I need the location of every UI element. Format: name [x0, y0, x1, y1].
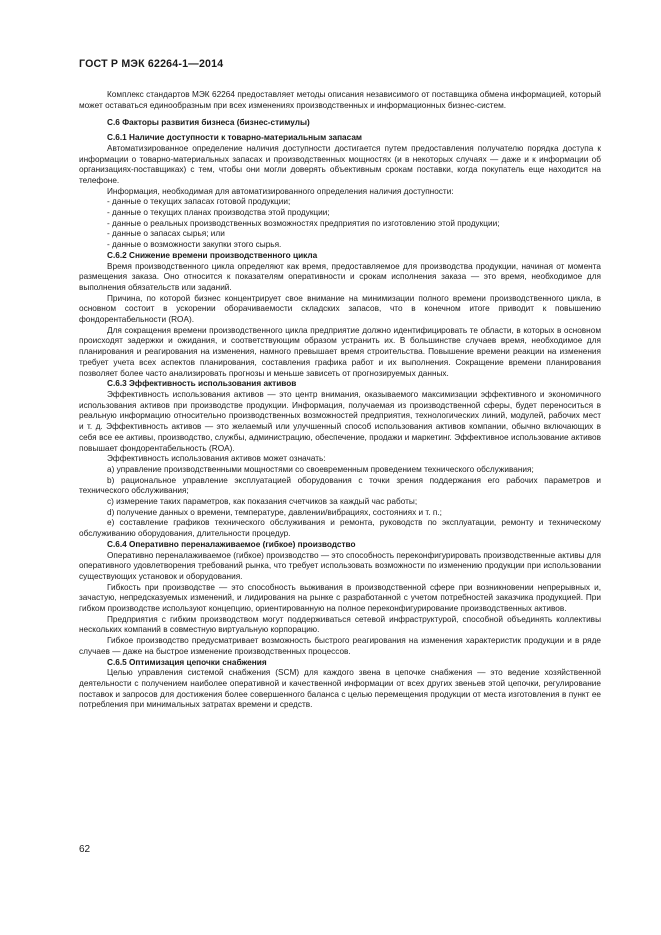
paragraph: Целью управления системой снабжения (SCM) для каждого звена в цепочке снабжения — это ведение хозяйственной деятельности с получением наиболее оперативной и качественной информации от всех других звеньев этой цепочки, регулирование поставок и запросов для достижения более совершенного баланса с целью перемещения продукции от места изготовления в пункт ее потребления при минимальных затратах времени и средств. — [79, 668, 601, 710]
subsection-heading: С.6.5 Оптимизация цепочки снабжения — [107, 657, 267, 667]
list-item: - данные о текущих планах производства этой продукции; — [107, 208, 330, 218]
list-item: а) управление производственными мощностями со своевременным проведением технического обслуживания; — [107, 464, 534, 474]
document-header: ГОСТ Р МЭК 62264-1—2014 — [79, 58, 224, 70]
page-number: 62 — [79, 844, 91, 855]
paragraph: Эффективность использования активов — это центр внимания, оказываемого максимизации эффективного и экономичного использования активов при производстве продукции. Информация, получаемая из производственной сферы, будет переноситься в реальную информацию относительно производственных возможностей предприятия, технологических линий, модулей, рабочих мест и т. д. Эффективность активов — это желаемый или улучшенный способ использования активов компании, обычно включающих в себя все ее активы, производство, службы, администрацию, обеспечение, продажи и маркетинг. Эффективное использование активов повышает фондорентабельность (ROA). — [79, 389, 601, 453]
list-item: - данные о запасах сырья; или — [107, 229, 225, 239]
paragraph: Время производственного цикла определяют как время, предоставляемое для производства продукции, начиная от момента размещения заказа. Оно относится к показателям оперативности и срокам исполнения заказа — это время, необходимое для выполнения обязательств или заданий. — [79, 261, 601, 292]
subsection-heading: С.6.2 Снижение времени производственного цикла — [107, 250, 318, 260]
list-item: с) измерение таких параметров, как показания счетчиков за каждый час работы; — [107, 497, 418, 507]
list-item: b) рациональное управление эксплуатацией оборудования с точки зрения поддержания его рабочих параметров и технического обслуживания; — [79, 475, 601, 496]
document-body — [79, 90, 601, 711]
list-intro: Информация, необходимая для автоматизированного определения наличия доступности: — [107, 186, 454, 196]
paragraph: Автоматизированное определение наличия доступности достигается путем предоставления получателю порядка доступа к информации о товарно-материальных запасах и производственных мощностях (и в некоторых случаях — даже и к информации об организациях-поставщиках) с тем, чтобы они могли доверять объективным срокам поставки, когда покупатель еще находится на телефоне. — [79, 143, 601, 185]
section-heading: С.6 Факторы развития бизнеса (бизнес-стимулы) — [107, 118, 310, 128]
subsection-heading: С.6.4 Оперативно переналаживаемое (гибкое) производство — [107, 539, 356, 549]
list-item: е) составление графиков технического обслуживания и ремонта, руководств по эксплуатации, ремонту и техническому обслуживанию оборудования, длительности процедур. — [79, 518, 601, 539]
list-item: d) получение данных о времени, температуре, давлении/вибрациях, состояниях и т. п.; — [107, 507, 442, 517]
paragraph: Предприятия с гибким производством могут поддерживаться сетевой инфраструктурой, способной объединять коллективы нескольких компаний в совместную виртуальную корпорацию. — [79, 614, 601, 635]
paragraph: Гибкость при производстве — это способность выживания в производственной сфере при возникновении непрерывных и, зачастую, непредсказуемых изменений, и лидирования на рынке с разработанной с учетом потребностей заказчика продукцией. При гибком производстве используют концепцию, ориентированную на полное переконфигурирование производственных активов. — [79, 582, 601, 614]
paragraph: Причина, по которой бизнес концентрирует свое внимание на минимизации полного времени производственного цикла, в основном состоит в ускорении оборачиваемости складских запасов, что в конечном итоге приводит к повышению фондорентабельности (ROA). — [79, 293, 601, 325]
subsection-heading: С.6.1 Наличие доступности к товарно-материальным запасам — [107, 133, 363, 143]
subsection-heading: С.6.3 Эффективность использования активов — [107, 379, 297, 389]
list-item: - данные о возможности закупки этого сырья. — [107, 240, 282, 250]
paragraph: Оперативно переналаживаемое (гибкое) производство — это способность переконфигурировать производственные активы для оперативного удовлетворения требований рынка, что требует использовать возможности по изменению продукции при использовании существующих установок и оборудования. — [79, 550, 601, 581]
list-item: - данные о реальных производственных возможностях предприятия по изготовлению этой продукции; — [107, 218, 500, 228]
list-intro: Эффективность использования активов может означать: — [107, 454, 326, 464]
paragraph: Для сокращения времени производственного цикла предприятие должно идентифицировать те области, в которых в основном происходят задержки и ожидания, и соответствующим образом устранить их. В большинстве случаев время, необходимое для планирования и реагирования на изменения, намного превышает время строительства. Повышение времени реакции на изменения требует учета всех аспектов планирования, составления графика работ и их выполнения. Сокращение времени планирования позволяет более часто анализировать прогнозы и меньше зависеть от прогнозируемых данных. — [79, 325, 601, 378]
list-item: - данные о текущих запасах готовой продукции; — [107, 197, 291, 207]
paragraph: Комплекс стандартов МЭК 62264 предоставляет методы описания независимого от поставщика обмена информацией, который может оставаться единообразным при всех изменениях производственных и информационных бизнес-систем. — [79, 90, 601, 110]
paragraph: Гибкое производство предусматривает возможность быстрого реагирования на изменения характеристик продукции и в ряде случаев — даже на быстрое изменение производственных процессов. — [79, 636, 601, 656]
